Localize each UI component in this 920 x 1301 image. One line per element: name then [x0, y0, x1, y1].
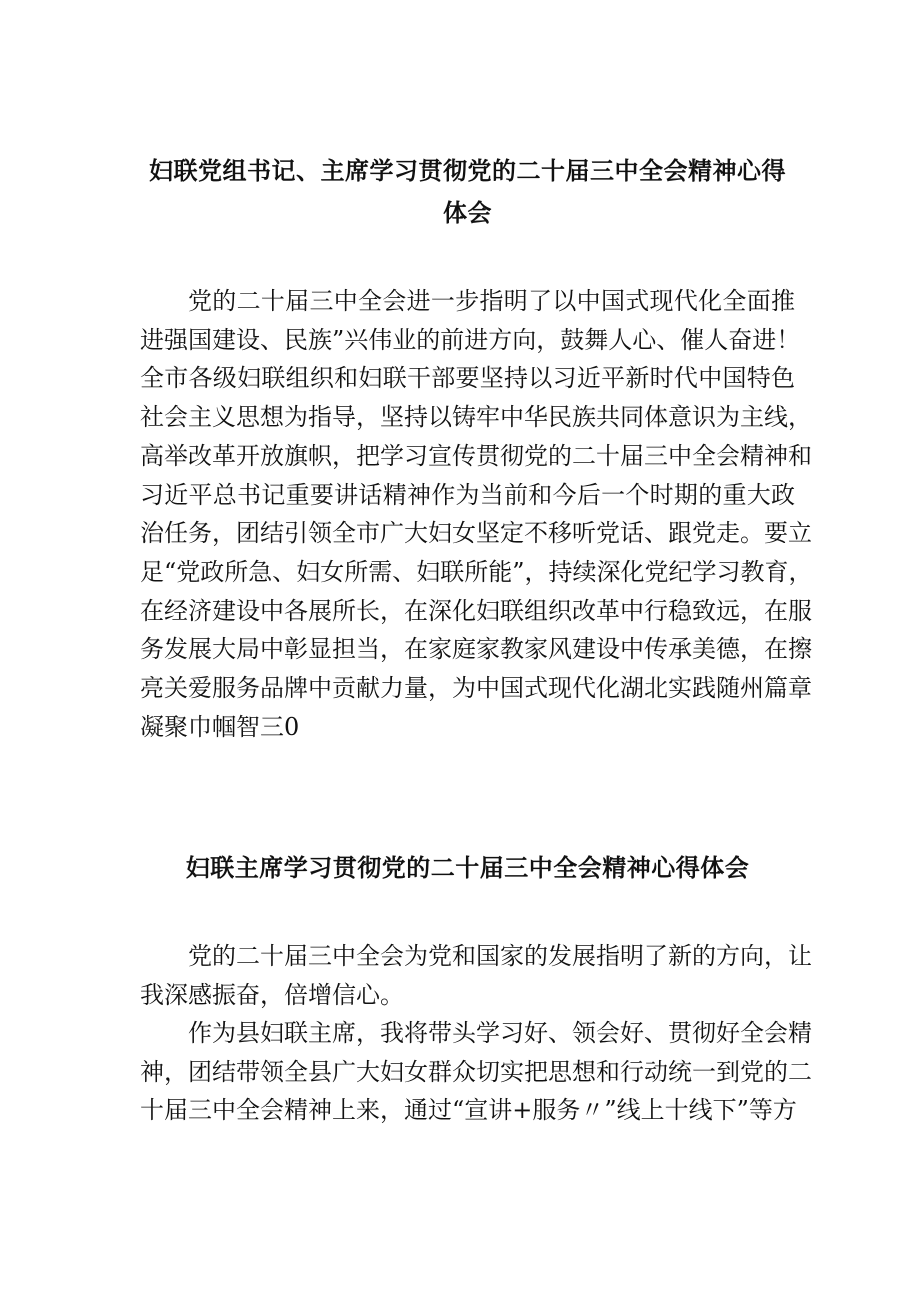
paragraph-line: 高举改革开放旗帜，把学习宣传贯彻党的二十届三中全会精神和	[140, 441, 812, 470]
article2-paragraph-1	[140, 937, 812, 1014]
paragraph-line: 亮关爱服务品牌中贡献力量，为中国式现代化湖北实践随州篇章	[140, 674, 812, 703]
paragraph-line: 十届三中全会精神上来，通过“宣讲+服务〃”线上十线下”等方	[140, 1096, 797, 1125]
article2-title-line: 妇联主席学习贯彻党的二十届三中全会精神心得体会	[185, 854, 750, 882]
article1-title	[140, 150, 795, 234]
article1-paragraph	[140, 282, 813, 746]
paragraph-line: 神，团结带领全县广大妇女群众切实把思想和行动统一到党的二	[140, 1057, 812, 1086]
article1-title-line: 妇联党组书记、主席学习贯彻党的二十届三中全会精神心得	[149, 157, 786, 185]
paragraph-line: 我深感振奋，倍增信心。	[140, 980, 404, 1009]
paragraph-line: 习近平总书记重要讲话精神作为当前和今后一个时期的重大政	[140, 480, 795, 509]
article2-paragraph-2	[140, 1014, 812, 1130]
paragraph-line: 作为县妇联主席，我将带头学习好、领会好、贯彻好全会精	[188, 1019, 812, 1047]
paragraph-line: 社会主义思想为指导，坚持以铸牢中华民族共同体意识为主线，	[140, 403, 812, 432]
paragraph-line: 全市各级妇联组织和妇联干部要坚持以习近平新时代中国特色	[140, 364, 795, 393]
paragraph-line: 足“党政所急、妇女所需、妇联所能”，持续深化党纪学习教育，	[140, 557, 813, 586]
paragraph-line: 治任务，团结引领全市广大妇女坚定不移听党话、跟党走。要立	[140, 519, 812, 548]
paragraph-line: 党的二十届三中全会为党和国家的发展指明了新的方向，让	[188, 942, 812, 970]
paragraph-line: 凝聚巾帼智三0	[140, 712, 300, 741]
article1-title-line: 体会	[443, 199, 492, 227]
paragraph-line: 务发展大局中彰显担当，在家庭家教家风建设中传承美德，在擦	[140, 635, 812, 664]
paragraph-line: 在经济建设中各展所长，在深化妇联组织改革中行稳致远，在服	[140, 596, 812, 625]
article2-title	[140, 847, 795, 889]
paragraph-line: 进强国建设、民族”兴伟业的前进方向，鼓舞人心、催人奋进！	[140, 325, 801, 354]
paragraph-line: 党的二十届三中全会进一步指明了以中国式现代化全面推	[188, 287, 795, 315]
